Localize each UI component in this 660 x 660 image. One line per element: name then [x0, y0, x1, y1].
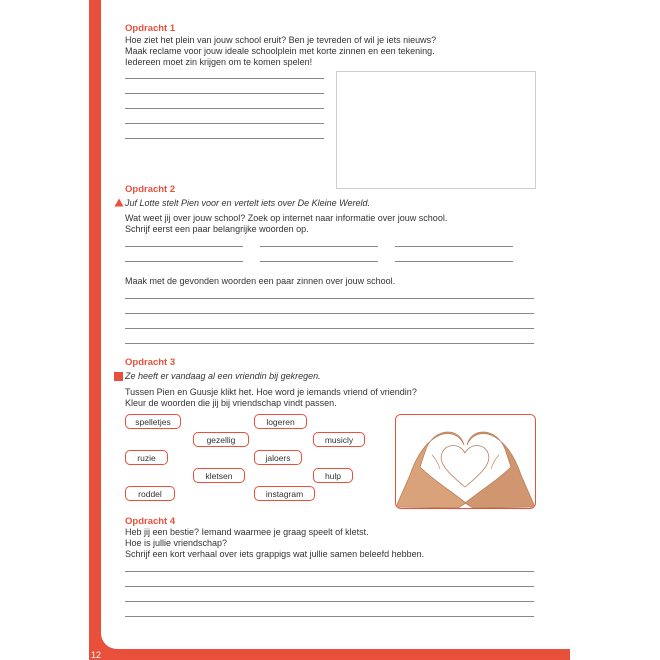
opdracht4-line: Schrijf een kort verhaal over iets grappigs wat jullie samen beleefd hebben.	[125, 549, 425, 559]
keyword-line[interactable]	[395, 246, 513, 247]
answer-line[interactable]	[125, 601, 534, 602]
answer-line[interactable]	[125, 616, 534, 617]
word-instagram[interactable]: instagram	[254, 486, 315, 501]
answer-line[interactable]	[125, 328, 534, 329]
opdracht3-title: Opdracht 3	[125, 357, 176, 368]
word-jaloers[interactable]: jaloers	[254, 450, 302, 465]
opdracht3-line: Kleur de woorden die jij bij vriendschap vindt passen.	[125, 398, 337, 408]
opdracht2-line: Wat weet jij over jouw school? Zoek op internet naar informatie over jouw school.	[125, 213, 448, 223]
keyword-line[interactable]	[260, 261, 378, 262]
opdracht1-line: Iedereen moet zin krijgen om te komen spelen!	[125, 57, 313, 67]
opdracht4-line: Hoe is jullie vriendschap?	[125, 538, 228, 548]
opdracht4-line: Heb jij een bestie? Iemand waarmee je graag speelt of kletst.	[125, 527, 369, 537]
answer-line[interactable]	[125, 93, 324, 94]
word-musicly[interactable]: musicly	[313, 432, 365, 447]
answer-line[interactable]	[125, 571, 534, 572]
keyword-line[interactable]	[395, 261, 513, 262]
opdracht2-text	[125, 213, 447, 235]
answer-line[interactable]	[125, 313, 534, 314]
answer-line[interactable]	[125, 298, 534, 299]
opdracht1-title: Opdracht 1	[125, 23, 176, 34]
answer-line[interactable]	[125, 343, 534, 344]
keyword-line[interactable]	[125, 261, 243, 262]
opdracht3-line: Tussen Pien en Guusje klikt het. Hoe word je iemands vriend of vriendin?	[125, 387, 417, 397]
heart-hands-icon	[396, 415, 535, 508]
warning-triangle-icon	[114, 198, 124, 207]
keyword-line[interactable]	[125, 246, 243, 247]
opdracht3-intro: Ze heeft er vandaag al een vriendin bij gekregen.	[125, 371, 321, 381]
word-roddel[interactable]: roddel	[125, 486, 175, 501]
heart-hands-photo	[395, 414, 536, 509]
word-hulp[interactable]: hulp	[313, 468, 353, 483]
word-gezellig[interactable]: gezellig	[193, 432, 249, 447]
opdracht1-text	[125, 35, 436, 68]
answer-line[interactable]	[125, 78, 324, 79]
word-kletsen[interactable]: kletsen	[193, 468, 245, 483]
opdracht1-line: Maak reclame voor jouw ideale schoolplein met korte zinnen en een tekening.	[125, 46, 435, 56]
square-icon	[114, 372, 123, 381]
opdracht2-sentence-prompt: Maak met de gevonden woorden een paar zinnen over jouw school.	[125, 276, 396, 286]
page-number: 12	[91, 650, 102, 660]
opdracht4-text	[125, 527, 424, 560]
opdracht2-intro: Juf Lotte stelt Pien voor en vertelt iets over De Kleine Wereld.	[125, 198, 370, 208]
opdracht2-title: Opdracht 2	[125, 184, 176, 195]
drawing-box[interactable]	[336, 71, 536, 189]
answer-line[interactable]	[125, 123, 324, 124]
word-spelletjes[interactable]: spelletjes	[125, 414, 181, 429]
word-logeren[interactable]: logeren	[254, 414, 307, 429]
opdracht4-title: Opdracht 4	[125, 516, 176, 527]
keyword-line[interactable]	[260, 246, 378, 247]
word-ruzie[interactable]: ruzie	[125, 450, 168, 465]
opdracht3-text	[125, 387, 417, 409]
answer-line[interactable]	[125, 108, 324, 109]
answer-line[interactable]	[125, 586, 534, 587]
answer-line[interactable]	[125, 138, 324, 139]
opdracht2-line: Schrijf eerst een paar belangrijke woorden op.	[125, 224, 309, 234]
opdracht1-line: Hoe ziet het plein van jouw school eruit? Ben je tevreden of wil je iets nieuws?	[125, 35, 437, 45]
